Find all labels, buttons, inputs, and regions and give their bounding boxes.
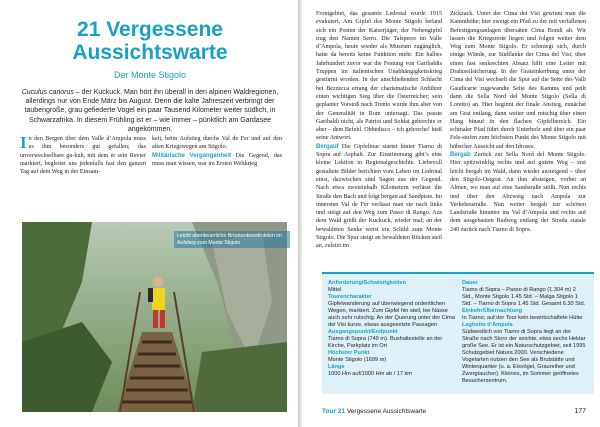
right-page bbox=[302, 0, 600, 427]
body-column-1 bbox=[20, 135, 146, 176]
info-heading: Dauer bbox=[462, 280, 478, 286]
info-heading: Länge bbox=[328, 364, 345, 370]
section-heading: Militärische Vergangenheit bbox=[152, 152, 232, 159]
intro-paragraph bbox=[20, 88, 280, 134]
info-heading: Höchster Punkt bbox=[328, 350, 370, 356]
left-page bbox=[0, 0, 298, 427]
info-item bbox=[462, 308, 588, 322]
info-text: 1000 Hm auf/1000 Hm ab / 17 km bbox=[328, 371, 412, 377]
body-text: keit, beim Aufstieg durchs Val de Fer und auf den alten Kriegswegen am Stigolo. bbox=[152, 136, 282, 151]
info-text: Gipfelwanderung auf überwiegend ordentlichen Wegen, markiert. Zum Gipfel hin steil, bei Nässe auch sehr rutschig. An der Querung unter der Cima del Visi kurze, etwas ausgesetzte Passagen bbox=[328, 301, 455, 328]
drop-cap: I bbox=[20, 133, 27, 152]
info-item bbox=[462, 280, 588, 308]
info-text: Südwestlich von Tiarno di Sopra liegt an der Straße nach Storo der seichte, etwa sechs Hektar große See. Er ist ein Naturschutzgebiet, seit 1995 Schutzgebiet Natura 2000. Verschiedene Vogelarten nutzen den See als Brutstätte und Winterquartier (u. a. Eisvögel, Graureiher und Zwergtaucher). Kleines, im Sommer geöffnetes Besucherzentrum. bbox=[462, 329, 586, 384]
info-column-1 bbox=[328, 280, 456, 378]
info-heading: Tourencharakter bbox=[328, 294, 372, 300]
info-text: Monte Stigolo (1699 m) bbox=[328, 357, 387, 363]
body-text: Die Gegend, das muss man wissen, war im Ersten Weltkrieg bbox=[152, 152, 282, 167]
body-column-1 bbox=[316, 10, 442, 251]
info-heading: Anforderung/Schwierigkeiten bbox=[328, 280, 407, 286]
info-item bbox=[328, 364, 456, 378]
info-heading: Ausgangspunkt/Endpunkt bbox=[328, 329, 398, 335]
footer-tour-number: Tour 21 bbox=[322, 408, 345, 415]
body-text: n den Bergen über dem Valle d’Ampola muss es ihm besonders gut gefallen; das unverwechselbare gu-kuh, mit dem er sein Revier markiert, begleitet uns jedenfalls fast den ganzen Tag auf dem Weg in der Einsam- bbox=[20, 136, 146, 176]
hiker-bridge-photo bbox=[22, 222, 287, 412]
intro-text: – der Kuckuck. Man hört ihn überall in den alpinen Waldregionen, allerdings nur von Ende März bis August. Denn die kalte Jahreszeit verbringt der taubengroße, grau gefiederte Vogel ein paar Tausend Kilometer weiter südlich, in Schwarzafrika. In diesem Frühling ist er – wie immer – pünktlich am Gardasee angekommen. bbox=[24, 89, 279, 133]
tour-title: 21 Vergessene Aussichtswarte bbox=[72, 18, 228, 64]
intro-species-name: Cuculus canorus bbox=[21, 89, 74, 96]
body-text: Zurück zur Sella Nord del Monte Stigolo. Hier spitzwinklig rechts und auf gutem Weg – erst leicht bergab im Wald, dann wieder ansteigend – über den Stigolo-Ostgrat. An ihm absteigen, vorbei an Almen, wo man auf eine Sandstraße stößt. Nun rechts und über den Abzweig nach Ampola zur Verkehrsstraße. Nun weiter bergab zur schönen Landstraße hinunter ins Val d’Ampola und rechts auf dem ausgebauten Radweg entlang der Strada statale 240 zurück nach Tiarno di Sopra. bbox=[450, 152, 586, 233]
footer-tour-title: Vergessene Aussichtswarte bbox=[346, 408, 427, 415]
info-text: Tiarno di Sopra (749 m). Bushaltestelle an der Kirche, Parkplatz im Ort bbox=[328, 336, 443, 349]
info-item bbox=[328, 329, 456, 350]
info-text: Tiarno di Sopra – Passo di Rango (1.304 m) 2 Std., Monte Stigolo 1.45 Std. – Malga Stigolo 1 Std. – Tiarno di Sopra 1.45 Std. Gesamt 6.30 Std. bbox=[462, 287, 586, 307]
body-text: Frontgebiet, das gesamte Ledrotal wurde 1915 evakuiert. Am Gipfel des Monte Stigolo befand sich ein Posten der Kaiserjäger, der Nebengipfel trug den Namen Serru. Die Talsperre im Valle d’Ampola, heute wieder als Museum zugänglich, hatte da bereits keine Funktion mehr. Ein halbes Jahrhundert zuvor war die Festung von Garibaldis Truppen im italienischen Unabhängigkeitskrieg gestürmt worden. In der anschließenden Schlacht bei Bezzecca errang der charismatische Anführer einen wichtigen Sieg über die Österreicher; sein geplanter Vorstoß nach Trento wurde ihm aber von der Generalität in Rom untersagt. Das passte Garibaldi nicht, als Patriot und Soldat gehorchte er aber – dem Befehl. Obbedisco – ich gehorche! hieß seine Antwort. bbox=[316, 11, 442, 142]
body-text: Zickzack. Unter der Cima dei Visi gewinnt man die Kammhöhe; hier zweigt ein Pfad zu der mit verfallenen Befestigungsanlagen übersäten Cima Bondi ab. Wir lassen die Kriegsreste liegen und folgen weiter dem Weg zum Monte Stigolo. Er schmiegt sich, durch einige Wände, zur Südflanke der Cima del Visi; über einen fast senkrechten Absatz hilft eine Leiter mit Drahtseilsicherung. In der Grateinkerbung unter der Cima del Visi wechselt die Spur auf die Seite des Valli Gaudicarie zugewandte Seite des Kamms und peilt dann die Sella Nord del Monte Stigolo (Sella di Loretto) an. Hier beginnt der finale Anstieg, zunächst am Grat entlang, dann weiter und rutschig über einen Hang hinauf in den flachen Gipfelbereich. Ein schmaler Pfad führt durch Unterholz und über ein paar Fels-stufen zum höchsten Punkt des Monte Stigolo mit hübscher Aussicht auf den Idrosee. bbox=[450, 11, 586, 150]
section-heading: Bergauf bbox=[316, 143, 339, 150]
info-item bbox=[328, 350, 456, 364]
info-text: In Tiarno; auf der Tour kein bewirtschaftete Hütte bbox=[462, 315, 583, 321]
info-item bbox=[462, 322, 588, 385]
section-heading: Bergab bbox=[450, 152, 471, 159]
info-heading: Laghetto d’Ampola bbox=[462, 322, 513, 328]
tour-subtitle: Der Monte Stigolo bbox=[113, 70, 187, 80]
info-item bbox=[328, 280, 456, 294]
tour-info-box bbox=[322, 272, 594, 394]
photo-caption: Leicht abenteuerliche Brückenkonstruktion im Aufstieg zum Monte Stigolo bbox=[174, 231, 290, 248]
info-column-2 bbox=[462, 280, 588, 385]
page-footer bbox=[322, 408, 426, 415]
body-text: Die Gipfeltour startet hinter Tiarno di Sopra auf Asphalt. Zur Einstimmung gibt’s eine kleine Lektion in Regionalgeschichte. Liebevoll gestaltete Bilder berichten vom Leben im Ledrotal einst, dazwischen sind Sagen aus der Gegend. Nach etwa zweieinhalb Kilometern verlässt die Straße den Bach und folgt bergan auf Sandpiste. Im innersten Val de Fer verlässt man sie nach links und steigt auf den Weg zum Passo di Rango. Aus dem Wald grüßt der Kuckuck, wieder mal; an der bewaldeten Senke weist ein Schild zum Monte Stigolo. Die Spur steigt an bewaldeten Rücken steil an, zuletzt im bbox=[316, 143, 442, 250]
info-heading: Einkehr/Übernachtung bbox=[462, 308, 522, 314]
info-item bbox=[328, 294, 456, 329]
photo-illustration bbox=[22, 222, 287, 412]
page-number: 177 bbox=[574, 408, 586, 415]
body-column-2 bbox=[152, 135, 282, 168]
body-column-2 bbox=[450, 10, 586, 234]
info-text: Mittel bbox=[328, 287, 342, 293]
